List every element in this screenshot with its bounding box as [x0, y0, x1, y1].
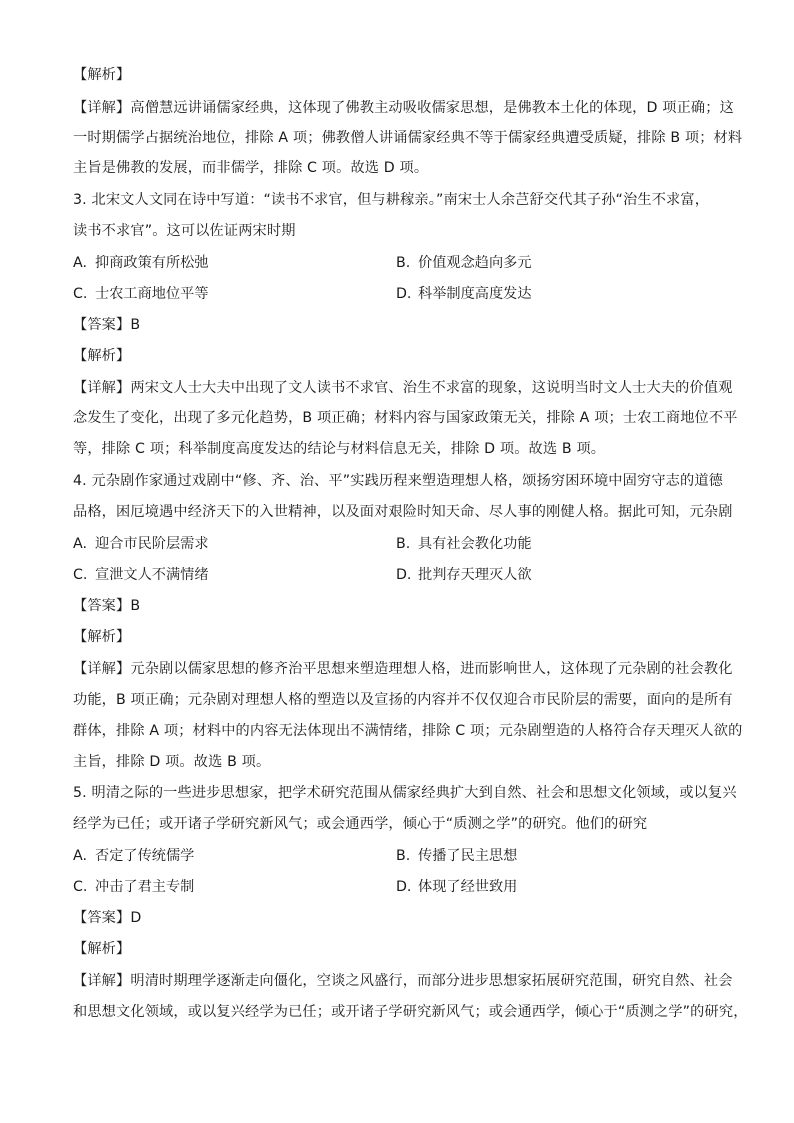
option-a [73, 846, 194, 866]
answer-label: 【答案】D [73, 910, 142, 926]
option-text: 传播了民主思想 [418, 848, 518, 864]
analysis-label: 【解析】 [73, 348, 131, 364]
detail-line: 功能，B 项正确；元杂剧对理想人格的塑造以及宣扬的内容并不仅仅迎合市民阶层的需要，面向的是所有 [73, 692, 733, 708]
detail-line: 和思想文化领域，或以复兴经学为已任；或开诸子学研究新风气；或会通西学，倾心于“质测之学”的研究， [73, 1004, 748, 1020]
option-b [396, 253, 532, 273]
option-text: 具有社会教化功能 [418, 536, 532, 552]
question-stem: 读书不求官”。这可以佐证两宋时期 [73, 223, 296, 239]
option-letter: C. [73, 567, 88, 583]
option-text: 迎合市民阶层需求 [95, 536, 209, 552]
question-stem: 3. 北宋文人文同在诗中写道：“读书不求官，但与耕稼亲。”南宋士人余芑舒交代其子孙“治生不求富， [73, 192, 710, 208]
detail-line: 念发生了变化，出现了多元化趋势，B 项正确；材料内容与国家政策无关，排除 A 项；士农工商地位不平 [73, 410, 738, 426]
option-letter: B. [396, 536, 411, 552]
option-text: 否定了传统儒学 [95, 848, 195, 864]
option-d [396, 565, 532, 585]
option-letter: B. [396, 255, 411, 271]
option-letter: A. [73, 848, 87, 864]
option-letter: C. [73, 286, 88, 302]
option-letter: A. [73, 536, 87, 552]
analysis-label: 【解析】 [73, 941, 131, 957]
detail-line: 【详解】元杂剧以儒家思想的修齐治平思想来塑造理想人格，进而影响世人，这体现了元杂剧的社会教化 [73, 661, 733, 677]
option-letter: B. [396, 848, 411, 864]
option-text: 冲击了君主专制 [95, 879, 195, 895]
option-letter: D. [396, 567, 412, 583]
question-stem: 5. 明清之际的一些进步思想家，把学术研究范围从儒家经典扩大到自然、社会和思想文化领域，或以复兴 [73, 785, 737, 801]
answer-label: 【答案】B [73, 317, 141, 333]
detail-line: 【详解】明清时期理学逐渐走向僵化，空谈之风盛行，而部分进步思想家拓展研究范围，研究自然、社会 [73, 973, 733, 989]
option-b [396, 534, 532, 554]
option-letter: D. [396, 286, 412, 302]
option-letter: D. [396, 879, 412, 895]
option-a [73, 534, 209, 554]
question-stem: 4. 元杂剧作家通过戏剧中“修、齐、治、平”实践历程来塑造理想人格，颂扬穷困环境中固穷守志的道德 [73, 473, 724, 489]
analysis-label: 【解析】 [73, 67, 131, 83]
option-c [73, 284, 209, 304]
analysis-label: 【解析】 [73, 629, 131, 645]
option-text: 宣泄文人不满情绪 [95, 567, 209, 583]
answer-label: 【答案】B [73, 598, 141, 614]
question-stem: 经学为已任；或开诸子学研究新风气；或会通西学，倾心于“质测之学”的研究。他们的研究 [73, 816, 648, 832]
option-text: 体现了经世致用 [418, 879, 518, 895]
option-a [73, 253, 209, 273]
detail-line: 【详解】高僧慧远讲诵儒家经典，这体现了佛教主动吸收儒家思想，是佛教本土化的体现，D 项正确；这 [73, 100, 734, 116]
option-text: 士农工商地位平等 [95, 286, 209, 302]
detail-line: 群体，排除 A 项；材料中的内容无法体现出不满情绪，排除 C 项；元杂剧塑造的人格符合存天理灭人欲的 [73, 723, 743, 739]
option-text: 抑商政策有所松弛 [95, 255, 209, 271]
detail-line: 主旨是佛教的发展，而非儒学，排除 C 项。故选 D 项。 [73, 160, 429, 176]
detail-line: 【详解】两宋文人士大夫中出现了文人读书不求官、治生不求富的现象，这说明当时文人士大夫的价值观 [73, 380, 733, 396]
option-c [73, 565, 209, 585]
question-stem: 品格，困厄境遇中经济天下的入世精神，以及面对艰险时知天命、尽人事的刚健人格。据此可知，元杂剧 [73, 504, 733, 520]
option-d [396, 284, 532, 304]
option-text: 科举制度高度发达 [418, 286, 532, 302]
option-letter: C. [73, 879, 88, 895]
detail-line: 一时期儒学占据统治地位，排除 A 项；佛教僧人讲诵儒家经典不等于儒家经典遭受质疑，排除 B 项；材料 [73, 130, 743, 146]
option-letter: A. [73, 255, 87, 271]
option-text: 批判存天理灭人欲 [418, 567, 532, 583]
option-text: 价值观念趋向多元 [418, 255, 532, 271]
option-c [73, 877, 194, 897]
detail-line: 等，排除 C 项；科举制度高度发达的结论与材料信息无关，排除 D 项。故选 B 项。 [73, 441, 606, 457]
detail-line: 主旨，排除 D 项。故选 B 项。 [73, 754, 271, 770]
option-b [396, 846, 517, 866]
option-d [396, 877, 517, 897]
